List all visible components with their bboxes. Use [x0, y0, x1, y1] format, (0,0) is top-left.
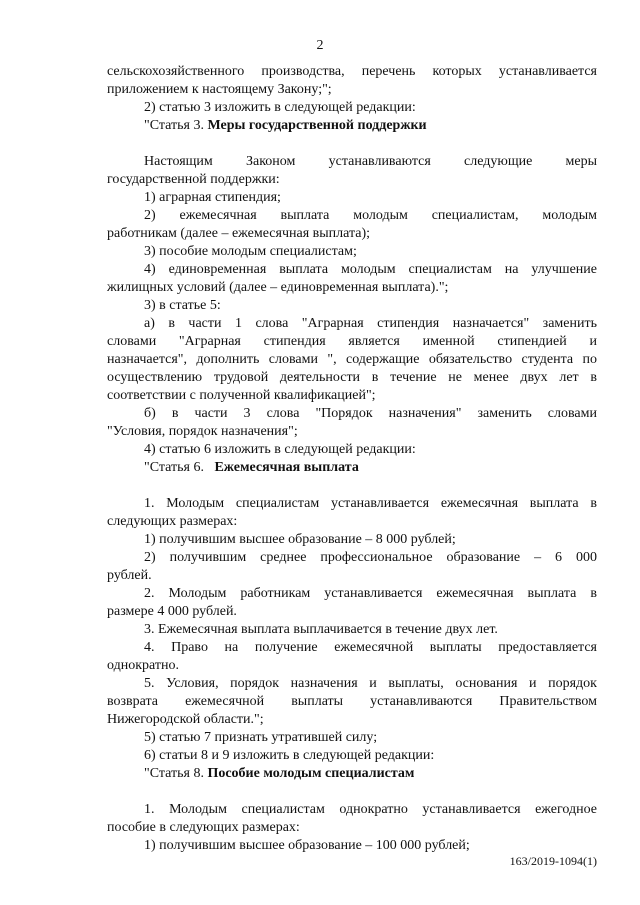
text-line: размере 4 000 рублей. [107, 604, 237, 619]
text-line: 4) единовременная выплата молодым специалистам на улучшение [144, 262, 597, 277]
document-code: 163/2019-1094(1) [509, 854, 597, 868]
text-line: 1) аграрная стипендия; [144, 190, 281, 205]
text-line: возврата ежемесячной выплаты устанавливаются Правительством [107, 694, 597, 709]
text-line: 5) статью 7 признать утратившей силу; [144, 730, 378, 745]
article-prefix: "Статья 3. [144, 118, 208, 133]
text-line: государственной поддержки: [107, 172, 280, 187]
text-line: словами "Аграрная стипендия является именной стипендией и [107, 334, 597, 349]
article-title: Меры государственной поддержки [207, 118, 427, 133]
text-line: 1. Молодым специалистам устанавливается ежемесячная выплата в [144, 496, 597, 511]
text-line: 1. Молодым специалистам однократно устанавливается ежегодное [144, 802, 597, 817]
text-line: Настоящим Законом устанавливаются следующие меры [144, 154, 597, 169]
text-line: б) в части 3 слова "Порядок назначения" заменить словами [144, 406, 597, 421]
article-title: Ежемесячная выплата [214, 460, 359, 475]
text-line: однократно. [107, 658, 179, 673]
text-line: 2) ежемесячная выплата молодым специалистам, молодым [144, 208, 597, 223]
text-line: рублей. [107, 568, 152, 583]
text-line: "Условия, порядок назначения"; [107, 424, 298, 439]
text-line: 4. Право на получение ежемесячной выплаты предоставляется [144, 640, 597, 655]
article-heading [144, 118, 597, 134]
text-line: сельскохозяйственного производства, перечень которых устанавливается [107, 64, 597, 79]
article-prefix: "Статья 6. [144, 460, 215, 475]
article-prefix: "Статья 8. [144, 766, 208, 781]
text-line: 3) в статье 5: [144, 298, 221, 313]
text-line: работникам (далее – ежемесячная выплата); [107, 226, 371, 241]
text-line: 2. Молодым работникам устанавливается ежемесячная выплата в [144, 586, 597, 601]
article-heading [144, 766, 597, 782]
text-line: 4) статью 6 изложить в следующей редакции: [144, 442, 416, 457]
text-line: 1) получившим высшее образование – 100 000 рублей; [144, 838, 470, 853]
text-line: 1) получившим высшее образование – 8 000 рублей; [144, 532, 456, 547]
text-line: назначается", дополнить словами ", содержащие обязательство студента по [107, 352, 597, 367]
text-line: осуществлению трудовой деятельности в течение не менее двух лет в [107, 370, 597, 385]
text-line: 2) статью 3 изложить в следующей редакции: [144, 100, 416, 115]
article-heading [144, 460, 597, 476]
text-line: приложением к настоящему Закону;"; [107, 82, 332, 97]
text-line: 2) получившим среднее профессиональное образование – 6 000 [144, 550, 597, 565]
text-line: 3) пособие молодым специалистам; [144, 244, 357, 259]
text-line: 5. Условия, порядок назначения и выплаты, основания и порядок [144, 676, 597, 691]
article-title: Пособие молодым специалистам [207, 766, 415, 781]
text-line: 6) статьи 8 и 9 изложить в следующей редакции: [144, 748, 435, 763]
text-line: следующих размерах: [107, 514, 238, 529]
text-line: 3. Ежемесячная выплата выплачивается в течение двух лет. [144, 622, 498, 637]
text-line: соответствии с полученной квалификацией"; [107, 388, 376, 403]
text-line: а) в части 1 слова "Аграрная стипендия назначается" заменить [144, 316, 597, 331]
text-line: Нижегородской области."; [107, 712, 264, 727]
text-line: жилищных условий (далее – единовременная выплата)."; [107, 280, 449, 295]
text-line: пособие в следующих размерах: [107, 820, 300, 835]
page-number: 2 [316, 38, 324, 53]
